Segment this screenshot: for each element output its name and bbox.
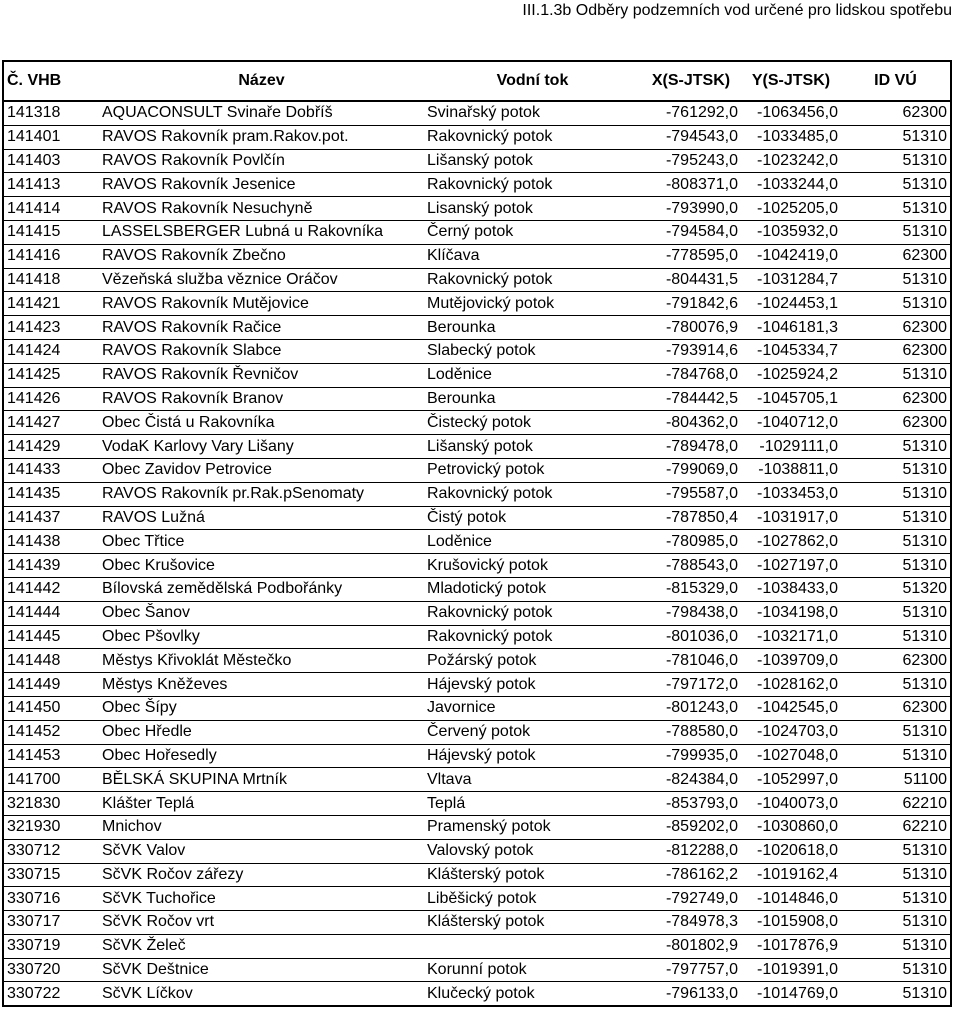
table-row [3, 839, 951, 863]
cell-x: -801243,0 [641, 696, 741, 720]
cell-id-vu: 51310 [841, 149, 951, 173]
cell-name: RAVOS Rakovník Jesenice [99, 173, 424, 197]
cell-vhb: 141415 [3, 220, 99, 244]
cell-id-vu: 51310 [841, 458, 951, 482]
cell-x: -815329,0 [641, 577, 741, 601]
cell-water-course: Lišanský potok [424, 149, 641, 173]
cell-y: -1017876,9 [741, 934, 841, 958]
cell-name: Městys Křivoklát Městečko [99, 649, 424, 673]
cell-x: -796133,0 [641, 982, 741, 1006]
table-row [3, 411, 951, 435]
cell-name: SčVK Deštnice [99, 958, 424, 982]
cell-y: -1046181,3 [741, 316, 841, 340]
cell-x: -784768,0 [641, 363, 741, 387]
cell-y: -1045334,7 [741, 339, 841, 363]
cell-y: -1042419,0 [741, 244, 841, 268]
cell-water-course: Svinařský potok [424, 101, 641, 125]
cell-vhb: 141445 [3, 625, 99, 649]
cell-water-course: Klášterský potok [424, 863, 641, 887]
cell-id-vu: 51310 [841, 887, 951, 911]
cell-water-course: Černý potok [424, 220, 641, 244]
cell-x: -791842,6 [641, 292, 741, 316]
cell-name: Městys Kněževes [99, 673, 424, 697]
cell-id-vu: 51310 [841, 268, 951, 292]
cell-name: AQUACONSULT Svinaře Dobříš [99, 101, 424, 125]
cell-vhb: 141414 [3, 197, 99, 221]
cell-vhb: 330712 [3, 839, 99, 863]
cell-y: -1040073,0 [741, 792, 841, 816]
cell-id-vu: 62210 [841, 815, 951, 839]
cell-water-course: Rakovnický potok [424, 625, 641, 649]
table-row [3, 363, 951, 387]
table-header-row [3, 61, 951, 101]
cell-y: -1039709,0 [741, 649, 841, 673]
cell-id-vu: 51310 [841, 863, 951, 887]
cell-water-course: Čistý potok [424, 506, 641, 530]
cell-vhb: 141437 [3, 506, 99, 530]
cell-x: -794584,0 [641, 220, 741, 244]
table-row [3, 197, 951, 221]
cell-name: RAVOS Rakovník Zbečno [99, 244, 424, 268]
cell-water-course: Javornice [424, 696, 641, 720]
cell-name: SčVK Valov [99, 839, 424, 863]
table-row [3, 482, 951, 506]
cell-x: -824384,0 [641, 768, 741, 792]
cell-water-course: Čistecký potok [424, 411, 641, 435]
page-title: III.1.3b Odběry podzemních vod určené pro lidskou spotřebu [522, 2, 952, 19]
cell-y: -1025924,2 [741, 363, 841, 387]
table-row [3, 125, 951, 149]
cell-y: -1027048,0 [741, 744, 841, 768]
cell-x: -797172,0 [641, 673, 741, 697]
cell-y: -1045705,1 [741, 387, 841, 411]
cell-x: -793990,0 [641, 197, 741, 221]
cell-water-course: Klášterský potok [424, 911, 641, 935]
table-row [3, 982, 951, 1006]
table-row [3, 911, 951, 935]
cell-water-course: Berounka [424, 387, 641, 411]
cell-x: -798438,0 [641, 601, 741, 625]
cell-y: -1034198,0 [741, 601, 841, 625]
cell-y: -1040712,0 [741, 411, 841, 435]
cell-x: -780985,0 [641, 530, 741, 554]
cell-name: SčVK Ročov vrt [99, 911, 424, 935]
cell-vhb: 141452 [3, 720, 99, 744]
cell-id-vu: 51310 [841, 673, 951, 697]
table-row [3, 577, 951, 601]
cell-y: -1023242,0 [741, 149, 841, 173]
cell-water-course: Hájevský potok [424, 673, 641, 697]
cell-y: -1025205,0 [741, 197, 841, 221]
table-row [3, 673, 951, 697]
cell-name: Obec Zavidov Petrovice [99, 458, 424, 482]
cell-y: -1027197,0 [741, 554, 841, 578]
cell-y: -1042545,0 [741, 696, 841, 720]
cell-vhb: 141700 [3, 768, 99, 792]
cell-vhb: 141413 [3, 173, 99, 197]
cell-vhb: 141425 [3, 363, 99, 387]
table-row [3, 387, 951, 411]
cell-x: -789478,0 [641, 435, 741, 459]
cell-y: -1038433,0 [741, 577, 841, 601]
cell-water-course: Rakovnický potok [424, 268, 641, 292]
cell-water-course: Vltava [424, 768, 641, 792]
cell-id-vu: 51310 [841, 839, 951, 863]
cell-x: -797757,0 [641, 958, 741, 982]
table-row [3, 720, 951, 744]
cell-y: -1014769,0 [741, 982, 841, 1006]
cell-id-vu: 51310 [841, 220, 951, 244]
table-row [3, 339, 951, 363]
cell-x: -787850,4 [641, 506, 741, 530]
table-row [3, 768, 951, 792]
cell-x: -801036,0 [641, 625, 741, 649]
cell-y: -1038811,0 [741, 458, 841, 482]
cell-water-course: Požárský potok [424, 649, 641, 673]
table-row [3, 887, 951, 911]
cell-id-vu: 62300 [841, 696, 951, 720]
cell-vhb: 141433 [3, 458, 99, 482]
cell-y: -1024453,1 [741, 292, 841, 316]
cell-name: Obec Hořesedly [99, 744, 424, 768]
cell-y: -1027862,0 [741, 530, 841, 554]
header-vhb: Č. VHB [3, 61, 99, 101]
table-row [3, 292, 951, 316]
table-row [3, 934, 951, 958]
cell-x: -859202,0 [641, 815, 741, 839]
cell-vhb: 330719 [3, 934, 99, 958]
cell-y: -1014846,0 [741, 887, 841, 911]
cell-y: -1032171,0 [741, 625, 841, 649]
cell-x: -801802,9 [641, 934, 741, 958]
cell-vhb: 141444 [3, 601, 99, 625]
table-row [3, 435, 951, 459]
cell-vhb: 141439 [3, 554, 99, 578]
cell-vhb: 141427 [3, 411, 99, 435]
cell-y: -1028162,0 [741, 673, 841, 697]
cell-y: -1052997,0 [741, 768, 841, 792]
table-row [3, 316, 951, 340]
cell-vhb: 330717 [3, 911, 99, 935]
table-row [3, 958, 951, 982]
cell-vhb: 141453 [3, 744, 99, 768]
cell-water-course: Hájevský potok [424, 744, 641, 768]
cell-water-course: Rakovnický potok [424, 125, 641, 149]
table-row [3, 863, 951, 887]
cell-x: -793914,6 [641, 339, 741, 363]
cell-id-vu: 51310 [841, 173, 951, 197]
cell-y: -1019391,0 [741, 958, 841, 982]
cell-id-vu: 51310 [841, 744, 951, 768]
cell-vhb: 141435 [3, 482, 99, 506]
cell-name: LASSELSBERGER Lubná u Rakovníka [99, 220, 424, 244]
data-table [2, 60, 952, 1007]
cell-id-vu: 62300 [841, 244, 951, 268]
table-row [3, 101, 951, 125]
cell-y: -1019162,4 [741, 863, 841, 887]
cell-water-course [424, 934, 641, 958]
cell-id-vu: 62300 [841, 316, 951, 340]
cell-id-vu: 51310 [841, 292, 951, 316]
cell-vhb: 141449 [3, 673, 99, 697]
cell-name: VodaK Karlovy Vary Lišany [99, 435, 424, 459]
cell-name: Obec Krušovice [99, 554, 424, 578]
cell-id-vu: 51310 [841, 625, 951, 649]
cell-id-vu: 51310 [841, 435, 951, 459]
cell-vhb: 141401 [3, 125, 99, 149]
cell-x: -792749,0 [641, 887, 741, 911]
cell-vhb: 330715 [3, 863, 99, 887]
cell-x: -799935,0 [641, 744, 741, 768]
cell-name: Obec Šípy [99, 696, 424, 720]
cell-x: -784978,3 [641, 911, 741, 935]
cell-vhb: 141418 [3, 268, 99, 292]
cell-water-course: Mladotický potok [424, 577, 641, 601]
cell-water-course: Valovský potok [424, 839, 641, 863]
cell-id-vu: 62300 [841, 387, 951, 411]
cell-id-vu: 51310 [841, 720, 951, 744]
cell-x: -781046,0 [641, 649, 741, 673]
cell-id-vu: 62300 [841, 411, 951, 435]
cell-vhb: 141416 [3, 244, 99, 268]
cell-x: -853793,0 [641, 792, 741, 816]
cell-name: Klášter Teplá [99, 792, 424, 816]
table-row [3, 506, 951, 530]
cell-water-course: Korunní potok [424, 958, 641, 982]
cell-id-vu: 51310 [841, 506, 951, 530]
cell-x: -780076,9 [641, 316, 741, 340]
cell-x: -808371,0 [641, 173, 741, 197]
cell-y: -1031917,0 [741, 506, 841, 530]
cell-id-vu: 51310 [841, 125, 951, 149]
cell-name: SčVK Želeč [99, 934, 424, 958]
cell-name: RAVOS Rakovník Račice [99, 316, 424, 340]
cell-name: Bílovská zemědělská Podbořánky [99, 577, 424, 601]
cell-y: -1033453,0 [741, 482, 841, 506]
cell-water-course: Rakovnický potok [424, 173, 641, 197]
cell-x: -788580,0 [641, 720, 741, 744]
cell-name: Obec Šanov [99, 601, 424, 625]
cell-y: -1030860,0 [741, 815, 841, 839]
cell-name: SčVK Líčkov [99, 982, 424, 1006]
cell-id-vu: 51320 [841, 577, 951, 601]
cell-name: RAVOS Rakovník Slabce [99, 339, 424, 363]
cell-water-course: Rakovnický potok [424, 601, 641, 625]
cell-id-vu: 62300 [841, 101, 951, 125]
cell-water-course: Petrovický potok [424, 458, 641, 482]
table-row [3, 268, 951, 292]
table-row [3, 530, 951, 554]
cell-id-vu: 62210 [841, 792, 951, 816]
cell-vhb: 141450 [3, 696, 99, 720]
cell-water-course: Klíčava [424, 244, 641, 268]
cell-water-course: Lišanský potok [424, 435, 641, 459]
cell-name: Vězeňská služba věznice Oráčov [99, 268, 424, 292]
cell-vhb: 141429 [3, 435, 99, 459]
table-body [3, 101, 951, 1006]
cell-vhb: 141424 [3, 339, 99, 363]
cell-water-course: Rakovnický potok [424, 482, 641, 506]
cell-x: -804431,5 [641, 268, 741, 292]
cell-water-course: Lisanský potok [424, 197, 641, 221]
cell-y: -1031284,7 [741, 268, 841, 292]
cell-id-vu: 51310 [841, 530, 951, 554]
cell-id-vu: 51100 [841, 768, 951, 792]
cell-x: -778595,0 [641, 244, 741, 268]
cell-water-course: Loděnice [424, 530, 641, 554]
cell-id-vu: 51310 [841, 554, 951, 578]
cell-x: -812288,0 [641, 839, 741, 863]
cell-vhb: 141426 [3, 387, 99, 411]
cell-water-course: Teplá [424, 792, 641, 816]
table-row [3, 244, 951, 268]
cell-water-course: Slabecký potok [424, 339, 641, 363]
cell-x: -784442,5 [641, 387, 741, 411]
table-row [3, 149, 951, 173]
table-row [3, 554, 951, 578]
cell-vhb: 321930 [3, 815, 99, 839]
cell-x: -786162,2 [641, 863, 741, 887]
table-row [3, 649, 951, 673]
cell-y: -1015908,0 [741, 911, 841, 935]
cell-name: SčVK Tuchořice [99, 887, 424, 911]
cell-id-vu: 51310 [841, 958, 951, 982]
cell-vhb: 330720 [3, 958, 99, 982]
cell-id-vu: 51310 [841, 363, 951, 387]
cell-name: RAVOS Rakovník Povlčín [99, 149, 424, 173]
cell-name: RAVOS Rakovník Branov [99, 387, 424, 411]
cell-id-vu: 62300 [841, 339, 951, 363]
cell-water-course: Liběšický potok [424, 887, 641, 911]
cell-name: Mnichov [99, 815, 424, 839]
cell-name: RAVOS Rakovník Řevničov [99, 363, 424, 387]
table-row [3, 815, 951, 839]
cell-vhb: 141438 [3, 530, 99, 554]
cell-name: RAVOS Rakovník pram.Rakov.pot. [99, 125, 424, 149]
cell-vhb: 330716 [3, 887, 99, 911]
cell-vhb: 141423 [3, 316, 99, 340]
cell-id-vu: 51310 [841, 482, 951, 506]
cell-y: -1024703,0 [741, 720, 841, 744]
cell-water-course: Mutějovický potok [424, 292, 641, 316]
cell-vhb: 321830 [3, 792, 99, 816]
cell-name: RAVOS Rakovník Nesuchyně [99, 197, 424, 221]
cell-id-vu: 51310 [841, 911, 951, 935]
cell-name: RAVOS Rakovník Mutějovice [99, 292, 424, 316]
cell-water-course: Klučecký potok [424, 982, 641, 1006]
cell-id-vu: 62300 [841, 649, 951, 673]
cell-water-course: Berounka [424, 316, 641, 340]
cell-x: -799069,0 [641, 458, 741, 482]
cell-y: -1035932,0 [741, 220, 841, 244]
cell-vhb: 141403 [3, 149, 99, 173]
cell-vhb: 141318 [3, 101, 99, 125]
cell-y: -1033485,0 [741, 125, 841, 149]
header-water-course: Vodní tok [424, 61, 641, 101]
cell-name: Obec Pšovlky [99, 625, 424, 649]
cell-name: SčVK Ročov zářezy [99, 863, 424, 887]
cell-name: Obec Čistá u Rakovníka [99, 411, 424, 435]
cell-name: BĚLSKÁ SKUPINA Mrtník [99, 768, 424, 792]
cell-x: -795587,0 [641, 482, 741, 506]
cell-vhb: 330722 [3, 982, 99, 1006]
cell-y: -1033244,0 [741, 173, 841, 197]
header-y: Y(S-JTSK) [741, 61, 841, 101]
cell-vhb: 141442 [3, 577, 99, 601]
cell-name: RAVOS Rakovník pr.Rak.pSenomaty [99, 482, 424, 506]
table-row [3, 792, 951, 816]
cell-x: -804362,0 [641, 411, 741, 435]
table-row [3, 625, 951, 649]
header-name: Název [99, 61, 424, 101]
cell-id-vu: 51310 [841, 197, 951, 221]
cell-y: -1063456,0 [741, 101, 841, 125]
cell-id-vu: 51310 [841, 982, 951, 1006]
cell-name: Obec Hředle [99, 720, 424, 744]
cell-x: -795243,0 [641, 149, 741, 173]
cell-name: Obec Třtice [99, 530, 424, 554]
cell-x: -761292,0 [641, 101, 741, 125]
cell-id-vu: 51310 [841, 934, 951, 958]
cell-water-course: Pramenský potok [424, 815, 641, 839]
cell-y: -1020618,0 [741, 839, 841, 863]
cell-water-course: Loděnice [424, 363, 641, 387]
header-x: X(S-JTSK) [641, 61, 741, 101]
cell-id-vu: 51310 [841, 601, 951, 625]
cell-water-course: Červený potok [424, 720, 641, 744]
cell-water-course: Krušovický potok [424, 554, 641, 578]
table-row [3, 220, 951, 244]
table-row [3, 744, 951, 768]
table-row [3, 696, 951, 720]
cell-x: -794543,0 [641, 125, 741, 149]
cell-vhb: 141448 [3, 649, 99, 673]
cell-x: -788543,0 [641, 554, 741, 578]
cell-name: RAVOS Lužná [99, 506, 424, 530]
cell-y: -1029111,0 [741, 435, 841, 459]
header-id-vu: ID VÚ [841, 61, 951, 101]
table-row [3, 458, 951, 482]
table-row [3, 173, 951, 197]
table-row [3, 601, 951, 625]
cell-vhb: 141421 [3, 292, 99, 316]
